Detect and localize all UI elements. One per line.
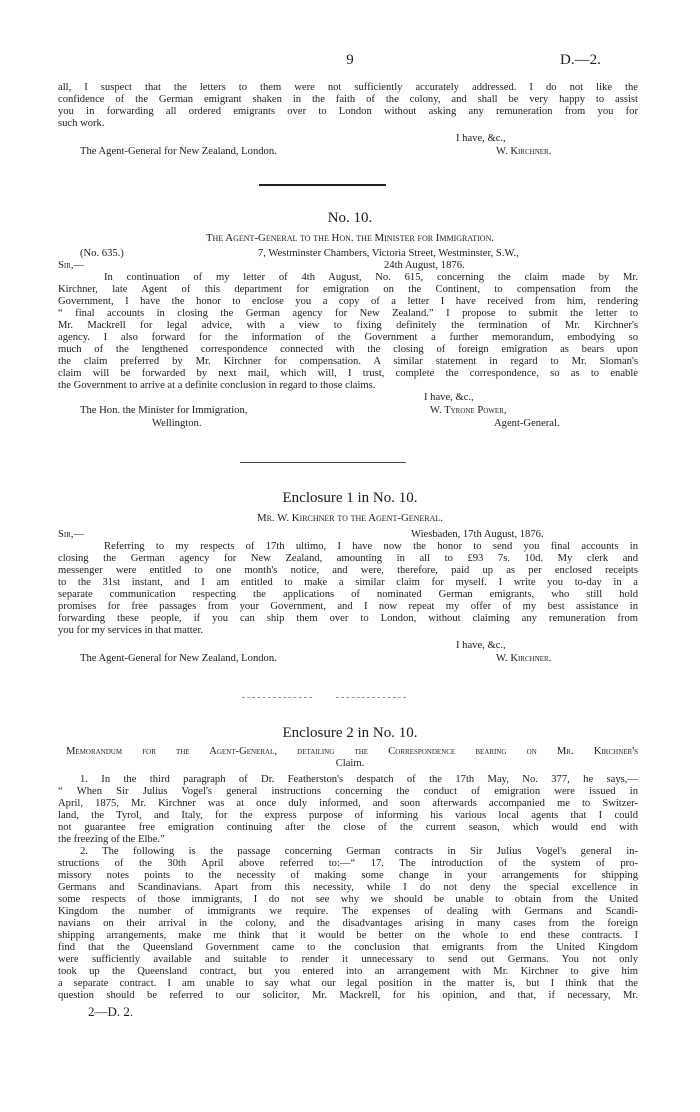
text-line: missory notes points to the necessity of making some change in your arrangements for shipping — [58, 870, 638, 881]
text-line: were sufficiently available and suitable to render it unnecessary to send out Germans. You not only — [58, 954, 638, 965]
text-line: forwarding these people, if you can ship them over to London, without claiming any remuneration from — [58, 613, 638, 624]
text-line: the freezing of the Elbe.” — [58, 834, 165, 845]
text-line: 2. The following is the passage concerning German contracts in Sir Julius Vogel's general in- — [80, 846, 638, 857]
letter-date: Wiesbaden, 17th August, 1876. — [411, 529, 544, 540]
text-line: find that the Queensland Government came to the conclusion that emigrants from the United Kingdom — [58, 942, 638, 953]
text-line: In continuation of my letter of 4th August, No. 615, concerning the claim made by Mr. — [104, 272, 638, 283]
text-line: Kingdom the number of immigrants we require. The expenses of dealing with Germans and Scandi- — [58, 906, 638, 917]
signature: W. Kirchner. — [496, 146, 552, 157]
text-line: much of the lengthened correspondence connected with the closing of foreign emigration as bears upon — [58, 344, 638, 355]
signature-title: Agent-General. — [494, 418, 560, 429]
text-line: confidence of the German emigrant shaken in the faith of the colony, and shall be very happy to assist — [58, 94, 638, 105]
text-line: claim will be forwarded by next mail, which will, I trust, complete the correspondence, so as to enable — [58, 368, 638, 379]
section-title: No. 10. — [327, 210, 373, 226]
text-line: agency. I also forward for the information of the Government a further memorandum, embodying so — [58, 332, 638, 343]
closing: I have, &c., — [424, 392, 474, 403]
document-reference: D.—2. — [560, 52, 601, 68]
addressee: The Agent-General for New Zealand, London. — [80, 653, 277, 664]
addressee: Wellington. — [152, 418, 202, 429]
closing: I have, &c., — [456, 133, 506, 144]
text-line: the Government to arrive at a definite conclusion in regard to those claims. — [58, 380, 376, 391]
text-line: Germans and Scandinavians. Apart from this necessity, while I do not deny the special excellence in — [58, 882, 638, 893]
text-line: Referring to my respects of 17th ultimo, I have now the honor to send you final accounts in — [104, 541, 638, 552]
section-subtitle: Memorandum for the Agent-General, detailing the Correspondence bearing on Mr. Kirchner's — [66, 746, 638, 757]
addressee: The Agent-General for New Zealand, London. — [80, 146, 277, 157]
text-line: you in forwarding all ordered emigrants over to London without asking any remuneration from you for — [58, 106, 638, 117]
text-line: took up the Queensland contract, but you entered into an arrangement with Mr. Kirchner to give him — [58, 966, 638, 977]
addressee: The Hon. the Minister for Immigration, — [80, 405, 248, 416]
signature: W. Tyrone Power, — [430, 405, 507, 416]
text-line: promises for free passages from your Government, and I now repeat my offer of my best assistance in — [58, 601, 638, 612]
signature: W. Kirchner. — [496, 653, 552, 664]
text-line: all, I suspect that the letters to them were not sufficiently accurately addressed. I do not like the — [58, 82, 638, 93]
text-line: Kirchner, late Agent of this department for emigration on the Continent, to compensation from the — [58, 284, 638, 295]
text-line: 1. In the third paragraph of Dr. Featherston's despatch of the 17th May, No. 377, he says,— — [80, 774, 638, 785]
text-line: April, 1875, Mr. Kirchner was at once duly informed, and soon afterwards accompanied me to Switzer- — [58, 798, 638, 809]
section-subtitle: The Agent-General to the Hon. the Minister for Immigration. — [205, 232, 495, 244]
signature-mark: 2—D. 2. — [88, 1004, 134, 1019]
section-subtitle: Mr. W. Kirchner to the Agent-General. — [257, 512, 443, 524]
text-line: question should be referred to our solicitor, Mr. Mackrell, for his opinion, and that, if necessary, Mr. — [58, 990, 638, 1001]
text-line: structions of the 30th April above referred to:—“ 17. The introduction of the system of pro- — [58, 858, 638, 869]
text-line: land, the Tyrol, and Italy, for the express purpose of informing his various local agents that I could — [58, 810, 638, 821]
sender-address: 7, Westminster Chambers, Victoria Street, Westminster, S.W., — [258, 248, 519, 259]
text-line: not guarantee free emigration continuing after the close of the current season, which would end with — [58, 822, 638, 833]
section-divider — [259, 184, 386, 186]
text-line: Government, I have the honor to enclose you a copy of a letter I have received from him, rendering — [58, 296, 638, 307]
text-line: separate communication respecting the applications of nominated German emigrants, who still hold — [58, 589, 638, 600]
text-line: to the 31st instant, and I am entitled to make a similar claim for myself. I write you to-day in a — [58, 577, 638, 588]
text-line: the claim preferred by Mr. Kirchner for compensation. A similar statement in regard to Mr. Sloman's — [58, 356, 638, 367]
text-line: some respects of those immigrants, I do not see why we should be unable to obtain from the United — [58, 894, 638, 905]
salutation: Sir,— — [58, 260, 85, 271]
text-line: navians on their arrival in the colony, and the disadvantages arising in many cases from the foreign — [58, 918, 638, 929]
text-line: you for my services in that matter. — [58, 625, 204, 636]
text-line: “ When Sir Julius Vogel's general instructions concerning the conduct of emigration were issued in — [58, 786, 638, 797]
section-divider — [240, 462, 406, 463]
section-title: Enclosure 1 in No. 10. — [282, 490, 418, 506]
closing: I have, &c., — [456, 640, 506, 651]
section-divider — [242, 697, 312, 698]
text-line: “ final accounts in closing the German agency for New Zealand.” I propose to submit the letter to — [58, 308, 638, 319]
section-subtitle: Claim. — [335, 758, 365, 769]
text-line: Mr. Mackrell for legal advice, with a view to fixing definitely the termination of Mr. Kirchner's — [58, 320, 638, 331]
section-divider — [336, 697, 406, 698]
letter-number: (No. 635.) — [80, 248, 124, 259]
text-line: messenger were entitled to one month's notice, and were, therefore, paid up as per enclosed receipts — [58, 565, 638, 576]
text-line: a separate contract. I am unable to say what our legal position in the matter is, but I think that the — [58, 978, 638, 989]
text-line: such work. — [58, 118, 105, 129]
page-number: 9 — [346, 52, 354, 68]
letter-date: 24th August, 1876. — [384, 260, 465, 271]
section-title: Enclosure 2 in No. 10. — [282, 725, 418, 741]
salutation: Sir,— — [58, 529, 85, 540]
text-line: closing the German agency for New Zealand, amounting in all to £93 7s. 10d. My clerk and — [58, 553, 638, 564]
text-line: shipping arrangements, make me think that it would be better on the whole to end these contracts. I — [58, 930, 638, 941]
